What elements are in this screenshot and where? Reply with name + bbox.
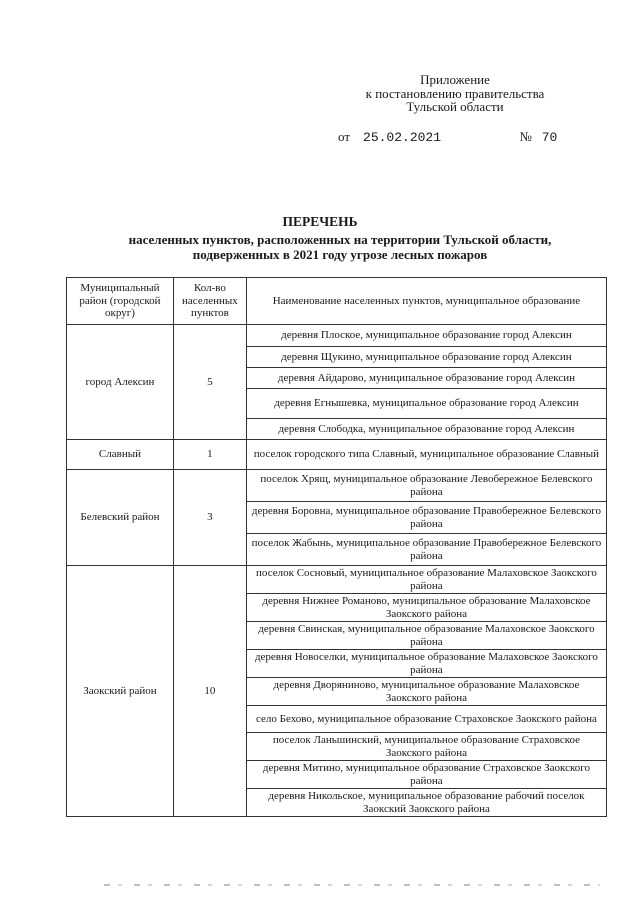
count-cell: 3 xyxy=(173,470,246,566)
table-row xyxy=(67,470,607,502)
settlement-cell: село Бехово, муниципальное образование Страховское Заокского района xyxy=(246,706,606,733)
header-settlements: Наименование населенных пунктов, муниципальное образование xyxy=(246,278,606,325)
settlement-cell: деревня Боровна, муниципальное образование Правобережное Белевского района xyxy=(246,502,606,534)
appendix-region: Тульской области xyxy=(406,99,504,114)
district-cell: Славный xyxy=(67,440,174,470)
settlement-cell: поселок Ланьшинский, муниципальное образование Страховское Заокского района xyxy=(246,733,606,761)
settlement-cell: деревня Айдарово, муниципальное образование город Алексин xyxy=(246,368,606,389)
header-count: Кол-во населенных пунктов xyxy=(173,278,246,325)
table-row xyxy=(67,325,607,347)
number-prefix: № xyxy=(519,129,532,144)
table-header-row xyxy=(67,278,607,325)
count-cell: 5 xyxy=(173,325,246,440)
settlement-cell: деревня Слободка, муниципальное образование город Алексин xyxy=(246,419,606,440)
settlement-cell: поселок городского типа Славный, муниципальное образование Славный xyxy=(246,440,606,470)
date-prefix: от xyxy=(338,129,351,144)
table-row xyxy=(67,440,607,470)
count-cell: 10 xyxy=(173,566,246,817)
appendix-decree-ref: к постановлению правительства xyxy=(365,85,545,101)
subtitle-line-2: подверженных в 2021 году угрозе лесных пожаров xyxy=(192,247,488,262)
settlement-cell: деревня Дворяниново, муниципальное образование Малаховское Заокского района xyxy=(246,678,606,706)
settlement-cell: деревня Митино, муниципальное образование Страховское Заокского района xyxy=(246,761,606,789)
scan-artifact-line xyxy=(104,884,600,886)
decree-number: 70 xyxy=(541,130,558,145)
settlement-cell: деревня Щукино, муниципальное образование город Алексин xyxy=(246,347,606,368)
count-cell: 1 xyxy=(173,440,246,470)
settlement-cell: поселок Жабынь, муниципальное образование Правобережное Белевского района xyxy=(246,534,606,566)
settlement-cell: деревня Егнышевка, муниципальное образование город Алексин xyxy=(246,389,606,419)
settlements-table xyxy=(66,277,607,817)
decree-date-number xyxy=(338,129,557,145)
district-cell: Заокский район xyxy=(67,566,174,817)
decree-date: 25.02.2021 xyxy=(363,130,442,145)
appendix-label: Приложение xyxy=(420,72,490,87)
settlement-cell: деревня Новоселки, муниципальное образование Малаховское Заокского района xyxy=(246,650,606,678)
settlement-cell: деревня Плоское, муниципальное образование город Алексин xyxy=(246,325,606,347)
settlement-cell: поселок Сосновый, муниципальное образование Малаховское Заокского района xyxy=(246,566,606,594)
district-cell: Белевский район xyxy=(67,470,174,566)
appendix-header xyxy=(330,73,580,114)
table-row xyxy=(67,566,607,594)
district-cell: город Алексин xyxy=(67,325,174,440)
settlement-cell: деревня Нижнее Романово, муниципальное образование Малаховское Заокского района xyxy=(246,594,606,622)
document-title: ПЕРЕЧЕНЬ xyxy=(282,214,358,229)
header-district: Муниципальный район (городской округ) xyxy=(67,278,174,325)
settlement-cell: деревня Никольское, муниципальное образование рабочий поселок Заокский Заокского района xyxy=(246,789,606,817)
subtitle-line-1: населенных пунктов, расположенных на территории Тульской области, xyxy=(128,232,552,247)
settlement-cell: поселок Хрящ, муниципальное образование Левобережное Белевского района xyxy=(246,470,606,502)
settlement-cell: деревня Свинская, муниципальное образование Малаховское Заокского района xyxy=(246,622,606,650)
document-subtitle xyxy=(60,232,620,262)
